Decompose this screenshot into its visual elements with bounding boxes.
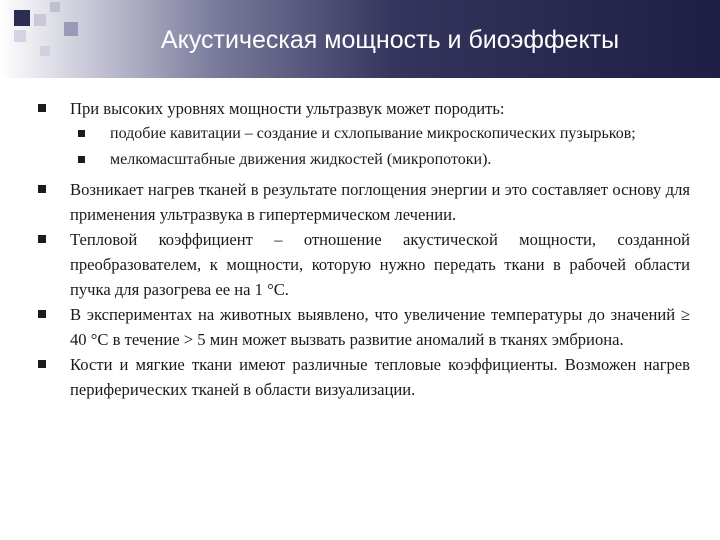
square-bullet-icon [78, 156, 85, 163]
decor-square-light [14, 30, 26, 42]
bullet-item [38, 352, 690, 402]
slide-body [38, 96, 690, 402]
bullet-item [38, 96, 690, 121]
square-bullet-icon [78, 130, 85, 137]
decor-square-dark [14, 10, 30, 26]
bullet-text: При высоких уровнях мощности ультразвук может породить: [70, 99, 505, 118]
square-bullet-icon [38, 360, 46, 368]
bullet-text: В экспериментах на животных выявлено, что увеличение температуры до значений ≥ 40 °С в течение > 5 мин может вызвать развитие аномалий в тканях эмбриона. [70, 305, 690, 349]
square-bullet-icon [38, 235, 46, 243]
decor-square-light [50, 2, 60, 12]
square-bullet-icon [38, 310, 46, 318]
bullet-text: Возникает нагрев тканей в результате поглощения энергии и это составляет основу для применения ультразвука в гипертермическом лечении. [70, 180, 690, 224]
square-bullet-icon [38, 104, 46, 112]
square-bullet-icon [38, 185, 46, 193]
bullet-text: Тепловой коэффициент – отношение акустической мощности, созданной преобразователем, к мощности, которую нужно передать ткани в рабочей области пучка для разогрева ее на 1 °С. [70, 230, 690, 299]
sub-bullet-item [78, 151, 690, 169]
decor-square-light [34, 14, 46, 26]
decor-square-light [40, 46, 50, 56]
sub-list [38, 125, 690, 169]
bullet-item [38, 227, 690, 302]
sub-bullet-text: мелкомасштабные движения жидкостей (микропотоки). [110, 151, 492, 168]
bullet-item [38, 302, 690, 352]
bullet-text: Кости и мягкие ткани имеют различные тепловые коэффициенты. Возможен нагрев периферических тканей в области визуализации. [70, 355, 690, 399]
sub-bullet-item [78, 125, 690, 143]
sub-bullet-text: подобие кавитации – создание и схлопывание микроскопических пузырьков; [110, 125, 636, 142]
decor-square-light [64, 22, 78, 36]
slide-title: Акустическая мощность и биоэффекты [160, 26, 620, 54]
bullet-item [38, 177, 690, 227]
